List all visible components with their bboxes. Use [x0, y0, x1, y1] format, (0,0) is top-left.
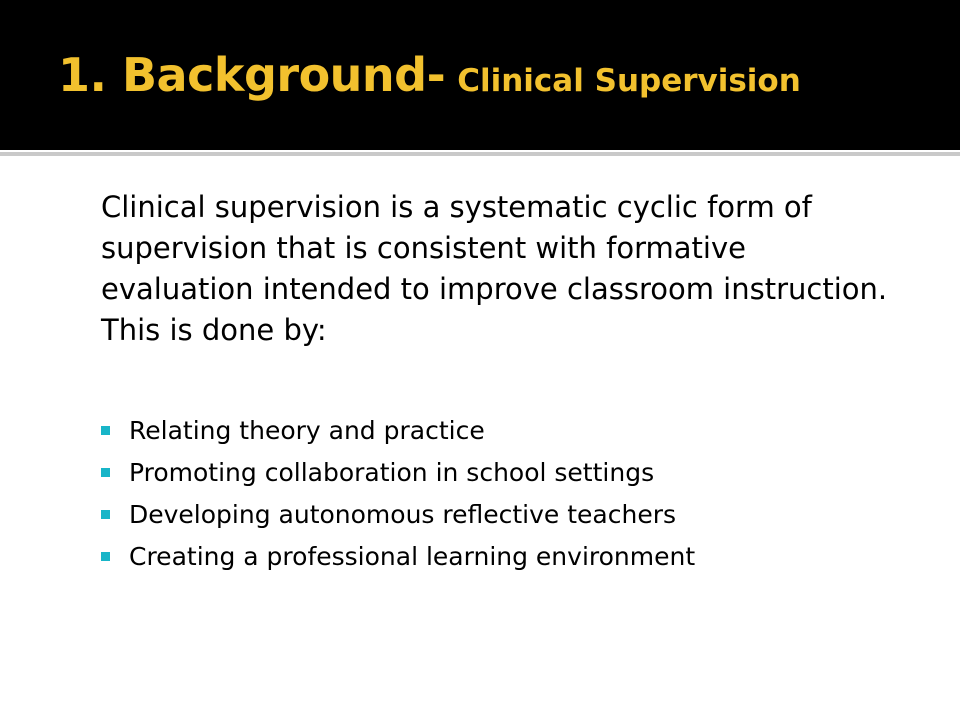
- bullet-list: [101, 410, 695, 578]
- bullet-item: [101, 536, 695, 578]
- square-bullet-icon: [101, 426, 110, 435]
- square-bullet-icon: [101, 552, 110, 561]
- bullet-text: Promoting collaboration in school settings: [129, 458, 655, 487]
- bullet-text: Relating theory and practice: [129, 416, 485, 445]
- bullet-item: [101, 452, 695, 494]
- title-divider: [0, 152, 960, 156]
- square-bullet-icon: [101, 468, 110, 477]
- bullet-item: [101, 494, 695, 536]
- slide-title-main: 1. Background-: [58, 48, 446, 102]
- bullet-text: Developing autonomous reflective teachers: [129, 500, 677, 529]
- square-bullet-icon: [101, 510, 110, 519]
- bullet-text: Creating a professional learning environment: [129, 542, 696, 571]
- slide-title: [58, 48, 801, 102]
- intro-paragraph: Clinical supervision is a systematic cyclic form of supervision that is consistent with formative evaluation intended to improve classroom instruction. This is done by:: [101, 190, 888, 347]
- slide-title-subtitle: Clinical Supervision: [457, 63, 801, 99]
- bullet-item: [101, 410, 695, 452]
